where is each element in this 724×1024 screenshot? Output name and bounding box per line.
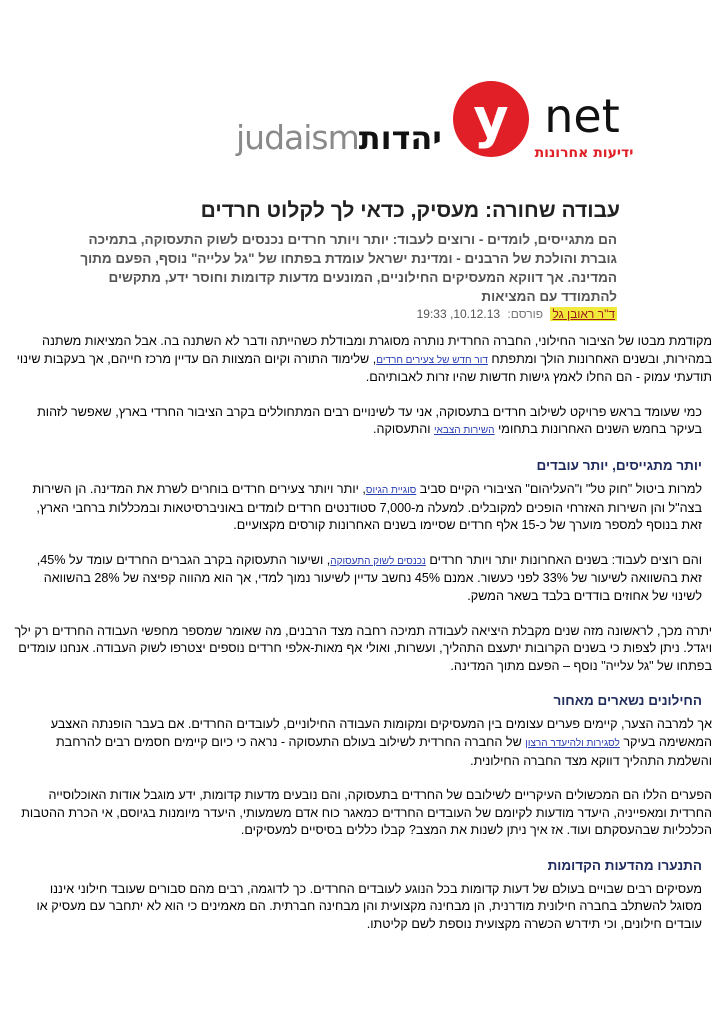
publish-time: 19:33 <box>416 307 447 321</box>
paragraph-2-text-b: והתעסוקה. <box>373 422 434 437</box>
article-subtitle: הם מתגייסים, לומדים - ורוצים לעבוד: יותר ויותר חרדים נכנסים לשוק התעסוקה, בתמיכה גוברת והולכת של הרבנים - ומדינת ישראל עומדת בפתחו של "גל עלייה" נוסף, הפעם מתוך המדינה. אך דווקא המעסיקים החילוניים, המונעים מדעות קדומות וחוסר ידע, מתקשים להתמודד עם המציאות <box>80 232 617 304</box>
publish-date: 10.12.13 <box>453 307 501 321</box>
author-link[interactable]: ד"ר ראובן גל <box>552 307 615 321</box>
paragraph-1 <box>12 333 712 387</box>
paragraph-3-text-b: , יותר ויותר צעירים חרדים בוחרים לשרת את המדינה. הן השירות בצה"ל והן השירות האזרחי הופכים למקובלים. למעלה מ-7,000 סטודנטים חרדים לומדים באוניברסיטאות ובמכללות ברחבי הארץ, זאת בנוסף למספר מוערך של כ-15 אלף חרדים שסיימו בשנים האחרונות קורסים מקצועיים. <box>32 481 702 533</box>
paragraph-1-text-b: , שלימוד התורה וקיום המצוות הם עדיין מרכז חייהם, אך בעקבות שינוי תודעתי עמוק - הם החלו לאמץ גישות חדשות שהיו זרות לאבותיהם. <box>16 351 712 385</box>
paragraph-2-text-a: כמי שעומד בראש פרויקט לשילוב חרדים בתעסוקה, אני עד לשינויים רבים המתחוללים בקרב הציבור החרדי בארץ, שאפשר לזהות בעיקר בחמש השנים האחרונות בתחומי <box>37 404 702 437</box>
link-new-generation[interactable]: דור חדש של צעירים חרדים <box>376 354 488 366</box>
paragraph-4-text-a: והם רוצים לעבוד: בשנים האחרונות יותר ויותר חרדים <box>425 552 702 567</box>
link-military-service[interactable]: השירות הצבאי <box>434 425 495 437</box>
paragraph-6-text-a: אך למרבה הצער, קיימים פערים עצומים בין המעסיקים ומקומות העבודה החילוניים, לעובדים החרדים. אם בעבר הופנתה האצבע המאשימה בעיקר <box>50 717 712 749</box>
paragraph-4 <box>12 552 712 606</box>
link-employment-market[interactable]: נכנסים לשוק התעסוקה <box>330 555 426 567</box>
ynet-logo-y: y <box>473 87 509 150</box>
article <box>12 198 712 951</box>
paragraph-4-text-b: , ושיעור התעסוקה בקרב הגברים החרדים עומד על 45%, זאת בהשוואה לשיעור של 33% לפני כעשור. אמנם 45% נחשב עדיין לשיעור נמוך למדי, אך הוא מהווה קפיצה של 28% בהשוואה לשינוי של אחוזים בודדים בלבד בשאר המשק. <box>36 552 702 603</box>
published-label: פורסם: <box>507 307 544 321</box>
paragraph-8: מעסיקים רבים שבויים בעולם של דעות קדומות בכל הנוגע לעובדים החרדים. כך לדוגמה, רבים מהם סבורים שעובד חילוני איננו מסוגל להשתלב בחברה חילונית מודרנית, הן מבחינה מקצועית והן מבחינה חברתית. הם מאמינים כי הוא לא יתחבר עם מעסיק או עובדים חילונים, וכי תידרש הכשרה מקצועית נוספת לשם קליטתו. <box>36 881 702 932</box>
paragraph-5: יתרה מכך, לראשונה מזה שנים מקבלת היציאה לעבודה תמיכה רחבה מצד הרבנים, מה שאומר שמספר מחפשי העבודה החרדים רק ילך ויגדל. ניתן לצפות כי בשנים הקרובות יתעצם התהליך, ועשרות, ואולי אף מאות-אלפי חרדים נוספים יצטרפו לשוק העבודה. אנחנו עומדים בפתחו של "גל עלייה" נוסף – הפעם מתוך המדינה. <box>14 623 712 673</box>
link-insularity[interactable]: לסגירות ולהיעדר הרצון <box>525 737 620 749</box>
article-title: עבודה שחורה: מעסיק, כדאי לך לקלוט חרדים <box>200 199 620 222</box>
section-heading-3: התנערו מהדעות הקדומות <box>547 857 702 873</box>
section-heading-1: יותר מתגייסים, יותר עובדים <box>536 457 702 473</box>
section-heading-2: החילונים נשארים מאחור <box>553 693 702 709</box>
ynet-logo-net: net <box>544 89 620 143</box>
paragraph-6-text-b: של החברה החרדית לשילוב בעולם התעסוקה - נראה כי כיום קיימים חסמים רבים להרחבת והשלמת התהליך דווקא מצד החברה החילונית. <box>55 734 712 768</box>
ynet-logo-tagline: ידיעות אחרונות <box>534 145 634 161</box>
paragraph-3 <box>12 481 712 535</box>
paragraph-2 <box>12 404 712 440</box>
ynet-logo <box>446 77 636 167</box>
judaism-logo <box>236 118 444 158</box>
link-draft-issue[interactable]: סוגיית הגיוס <box>365 484 417 496</box>
byline: ד"ר ראובן גל פורסם: 10.12.13, 19:33 <box>416 307 615 321</box>
paragraph-3-text-a: למרות ביטול "חוק טל" ו"העליהום" הציבורי הקיים סביב <box>416 481 702 496</box>
judaism-logo-hebrew: יהדות <box>358 119 442 157</box>
judaism-logo-word: judaism <box>236 118 359 157</box>
paragraph-1-text-a: מקודמת מבטו של הציבור החילוני, החברה החרדית נותרה מסוגרת ומבודלת כשהייתה ודבר לא השתנה בה. אבל המציאות משתנה במהירות, ובשנים האחרונות הולך ומתפתח <box>41 334 712 366</box>
paragraph-6 <box>12 716 712 770</box>
paragraph-7: הפערים הללו הם המכשולים העיקריים לשילובם של החרדים בתעסוקה, והם נובעים מדעות קדומות, ידע מוגבל אודות האוכלוסייה החרדית ומאפייניה, היעדר מודעות לקיומם של העובדים החרדים כמאגר כוח אדם משמעותי, היעדר מיומנות בגיוסם, אי הכרת ההטבות הכלכליות שבהעסקתם ועוד. אז איך ניתן לשנות את המצב? קבלו כללים בסיסיים למעסיקים. <box>21 788 712 838</box>
